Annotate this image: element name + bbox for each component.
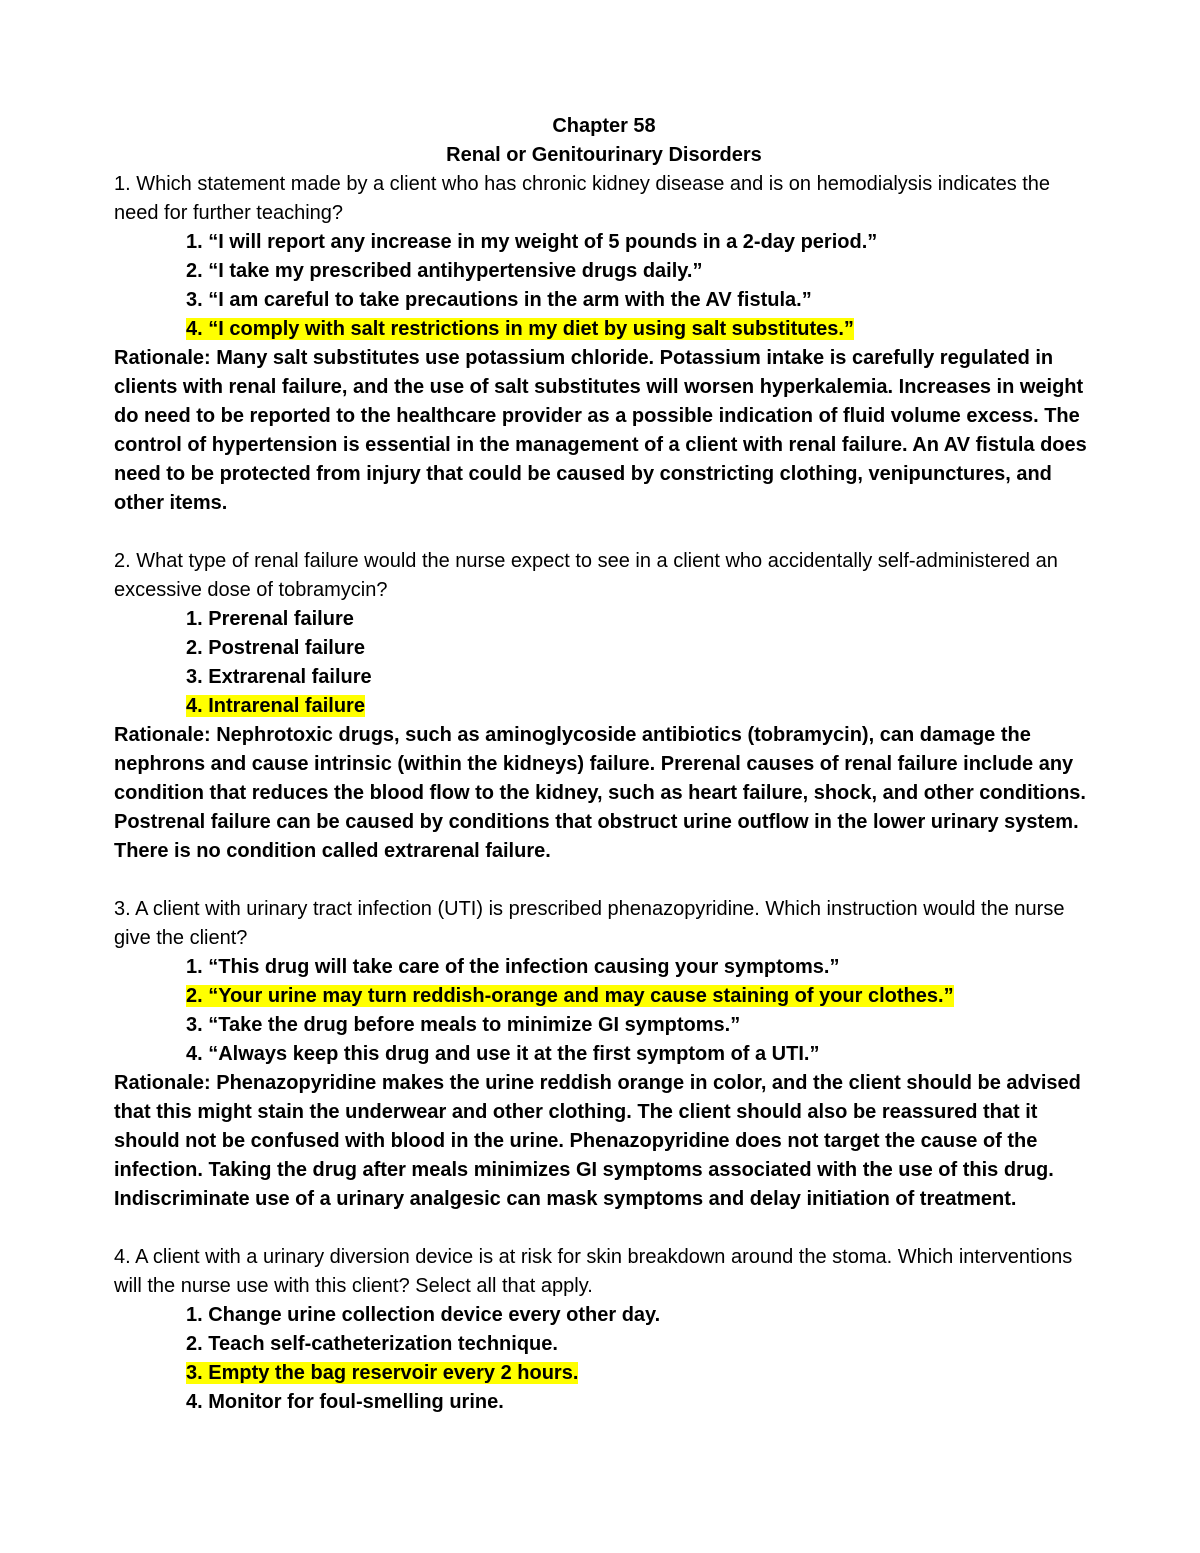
document-page (114, 112, 1094, 1417)
question-text: 3. A client with urinary tract infection (UTI) is prescribed phenazopyridine. Which instruction would the nurse give the client? (114, 898, 1065, 949)
answer-option-correct (186, 1359, 1094, 1388)
answer-option (186, 953, 1094, 982)
answer-option-text: 2. “I take my prescribed antihypertensive drugs daily.” (186, 260, 703, 282)
answer-option (186, 257, 1094, 286)
answer-option-text: 3. “I am careful to take precautions in the arm with the AV fistula.” (186, 289, 812, 311)
question-block (114, 547, 1094, 866)
chapter-subtitle: Renal or Genitourinary Disorders (446, 144, 762, 166)
answer-option (186, 228, 1094, 257)
blank-line (114, 1214, 1094, 1243)
question-block (114, 895, 1094, 1214)
blank-line (114, 518, 1094, 547)
answer-option (186, 1040, 1094, 1069)
answer-option (186, 286, 1094, 315)
answer-options (114, 228, 1094, 344)
answer-option (186, 1388, 1094, 1417)
chapter-title: Chapter 58 (552, 115, 656, 137)
question-block (114, 170, 1094, 518)
question-block (114, 1243, 1094, 1417)
answer-option (186, 1330, 1094, 1359)
answer-options (114, 1301, 1094, 1417)
answer-option-text: 1. “I will report any increase in my weight of 5 pounds in a 2-day period.” (186, 231, 878, 253)
answer-option-text: 1. Prerenal failure (186, 608, 354, 630)
answer-option (186, 663, 1094, 692)
answer-option-text: 3. Empty the bag reservoir every 2 hours. (186, 1362, 579, 1384)
answer-option-text: 4. Monitor for foul-smelling urine. (186, 1391, 504, 1413)
answer-option-text: 4. “Always keep this drug and use it at the first symptom of a UTI.” (186, 1043, 820, 1065)
blank-line (114, 866, 1094, 895)
question-text: 1. Which statement made by a client who has chronic kidney disease and is on hemodialysis indicates the need for further teaching? (114, 173, 1051, 224)
rationale-text: Rationale: Nephrotoxic drugs, such as aminoglycoside antibiotics (tobramycin), can damage the nephrons and cause intrinsic (within the kidneys) failure. Prerenal causes of renal failure include any condition that reduces the blood flow to the kidney, such as heart failure, shock, and other conditions. Postrenal failure can be caused by conditions that obstruct urine outflow in the lower urinary system. There is no condition called extrarenal failure. (114, 724, 1086, 862)
answer-option-correct (186, 692, 1094, 721)
answer-option (186, 634, 1094, 663)
answer-option-correct (186, 315, 1094, 344)
rationale-text: Rationale: Phenazopyridine makes the urine reddish orange in color, and the client should be advised that this might stain the underwear and other clothing. The client should also be reassured that it should not be confused with blood in the urine. Phenazopyridine does not target the cause of the infection. Taking the drug after meals minimizes GI symptoms associated with the use of this drug. Indiscriminate use of a urinary analgesic can mask symptoms and delay initiation of treatment. (114, 1072, 1081, 1210)
answer-option-text: 3. Extrarenal failure (186, 666, 372, 688)
question-text: 4. A client with a urinary diversion device is at risk for skin breakdown around the stoma. Which interventions will the nurse use with this client? Select all that apply. (114, 1246, 1073, 1297)
answer-options (114, 953, 1094, 1069)
answer-option-text: 1. “This drug will take care of the infection causing your symptoms.” (186, 956, 840, 978)
answer-option-text: 4. “I comply with salt restrictions in my diet by using salt substitutes.” (186, 318, 854, 340)
answer-option (186, 605, 1094, 634)
answer-option-text: 2. Postrenal failure (186, 637, 365, 659)
answer-option (186, 1301, 1094, 1330)
question-text: 2. What type of renal failure would the nurse expect to see in a client who accidentally self-administered an excessive dose of tobramycin? (114, 550, 1058, 601)
answer-options (114, 605, 1094, 721)
answer-option (186, 1011, 1094, 1040)
rationale-text: Rationale: Many salt substitutes use potassium chloride. Potassium intake is carefully regulated in clients with renal failure, and the use of salt substitutes will worsen hyperkalemia. Increases in weight do need to be reported to the healthcare provider as a possible indication of fluid volume excess. The control of hypertension is essential in the management of a client with renal failure. An AV fistula does need to be protected from injury that could be caused by constricting clothing, venipunctures, and other items. (114, 347, 1087, 514)
answer-option-text: 2. Teach self-catheterization technique. (186, 1333, 558, 1355)
answer-option-text: 4. Intrarenal failure (186, 695, 365, 717)
answer-option-text: 2. “Your urine may turn reddish-orange and may cause staining of your clothes.” (186, 985, 954, 1007)
answer-option-text: 1. Change urine collection device every other day. (186, 1304, 661, 1326)
answer-option-correct (186, 982, 1094, 1011)
answer-option-text: 3. “Take the drug before meals to minimize GI symptoms.” (186, 1014, 741, 1036)
